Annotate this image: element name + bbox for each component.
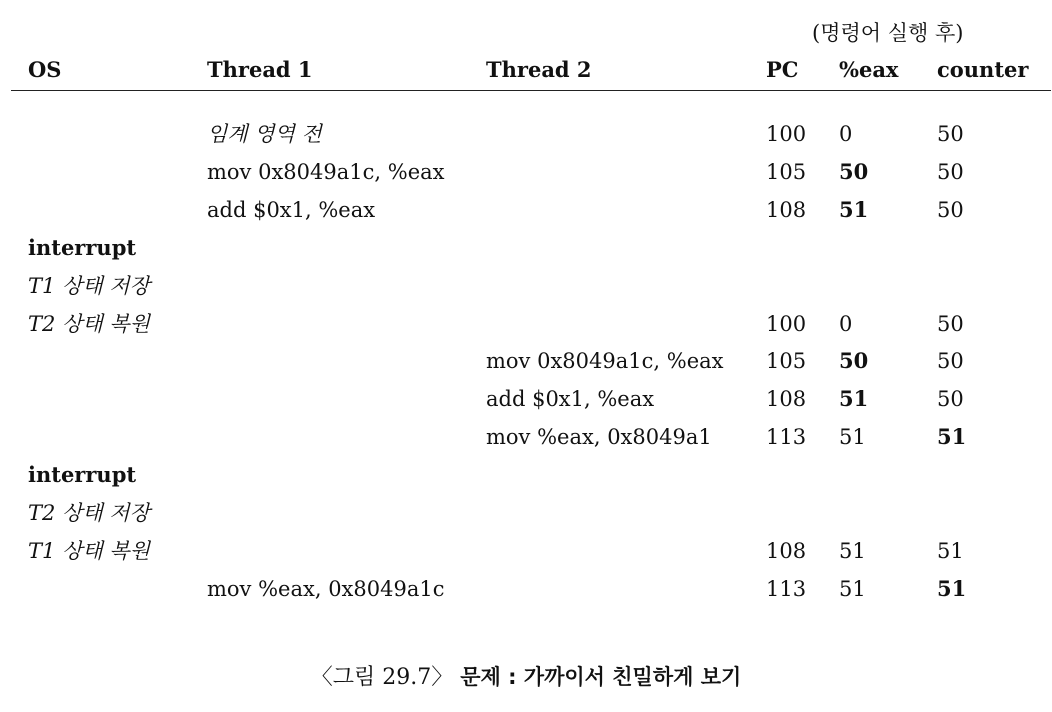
cell-eax: 50 <box>839 348 869 374</box>
caption-label: 〈그림 29.7〉 <box>310 665 454 690</box>
cell-pc: 105 <box>766 349 807 374</box>
column-header-counter: counter <box>937 57 1029 82</box>
cell-t1: mov 0x8049a1c, %eax <box>207 159 445 184</box>
cell-counter: 50 <box>937 349 964 374</box>
cell-eax: 51 <box>839 576 866 601</box>
cell-counter: 50 <box>937 159 964 184</box>
cell-eax: 0 <box>839 311 853 336</box>
cell-os: interrupt <box>28 462 137 488</box>
cell-t1: mov %eax, 0x8049a1c <box>207 576 445 601</box>
cell-t2: mov 0x8049a1c, %eax <box>486 349 724 374</box>
column-header-thread1: Thread 1 <box>207 57 313 82</box>
cell-counter: 50 <box>937 311 964 336</box>
column-header-eax: %eax <box>839 57 899 82</box>
cell-os: T1 상태 복원 <box>28 538 150 563</box>
header-rule <box>11 90 1051 91</box>
cell-counter: 51 <box>937 538 964 563</box>
cell-t1: 임계 영역 전 <box>207 122 322 146</box>
cell-os: T2 상태 저장 <box>28 501 150 525</box>
cell-os: interrupt <box>28 234 137 260</box>
cell-counter: 50 <box>937 387 964 412</box>
cell-pc: 108 <box>766 197 807 222</box>
cell-counter: 51 <box>937 424 967 450</box>
cell-pc: 113 <box>766 425 807 450</box>
caption-title: 문제 : 가까이서 친밀하게 보기 <box>460 665 742 689</box>
cell-counter: 50 <box>937 122 964 146</box>
cell-eax: 51 <box>839 538 866 563</box>
column-header-os: OS <box>28 57 62 82</box>
column-header-thread2: Thread 2 <box>486 57 592 82</box>
cell-t2: add $0x1, %eax <box>486 387 655 412</box>
cell-eax: 0 <box>839 122 853 146</box>
cell-counter: 51 <box>937 575 967 601</box>
cell-t1: add $0x1, %eax <box>207 197 376 222</box>
header-note: (명령어 실행 후) <box>812 21 964 45</box>
cell-eax: 51 <box>839 196 869 222</box>
cell-pc: 100 <box>766 122 807 146</box>
column-header-pc: PC <box>766 57 799 82</box>
cell-os: T1 상태 저장 <box>28 273 150 298</box>
cell-eax: 51 <box>839 386 869 412</box>
cell-pc: 105 <box>766 159 807 184</box>
cell-pc: 100 <box>766 311 807 336</box>
cell-eax: 51 <box>839 425 866 450</box>
cell-eax: 50 <box>839 158 869 184</box>
figure-caption <box>0 663 1052 692</box>
cell-os: T2 상태 복원 <box>28 311 150 336</box>
cell-pc: 108 <box>766 538 807 563</box>
cell-counter: 50 <box>937 197 964 222</box>
cell-t2: mov %eax, 0x8049a1 <box>486 425 712 450</box>
cell-pc: 108 <box>766 387 807 412</box>
cell-pc: 113 <box>766 576 807 601</box>
